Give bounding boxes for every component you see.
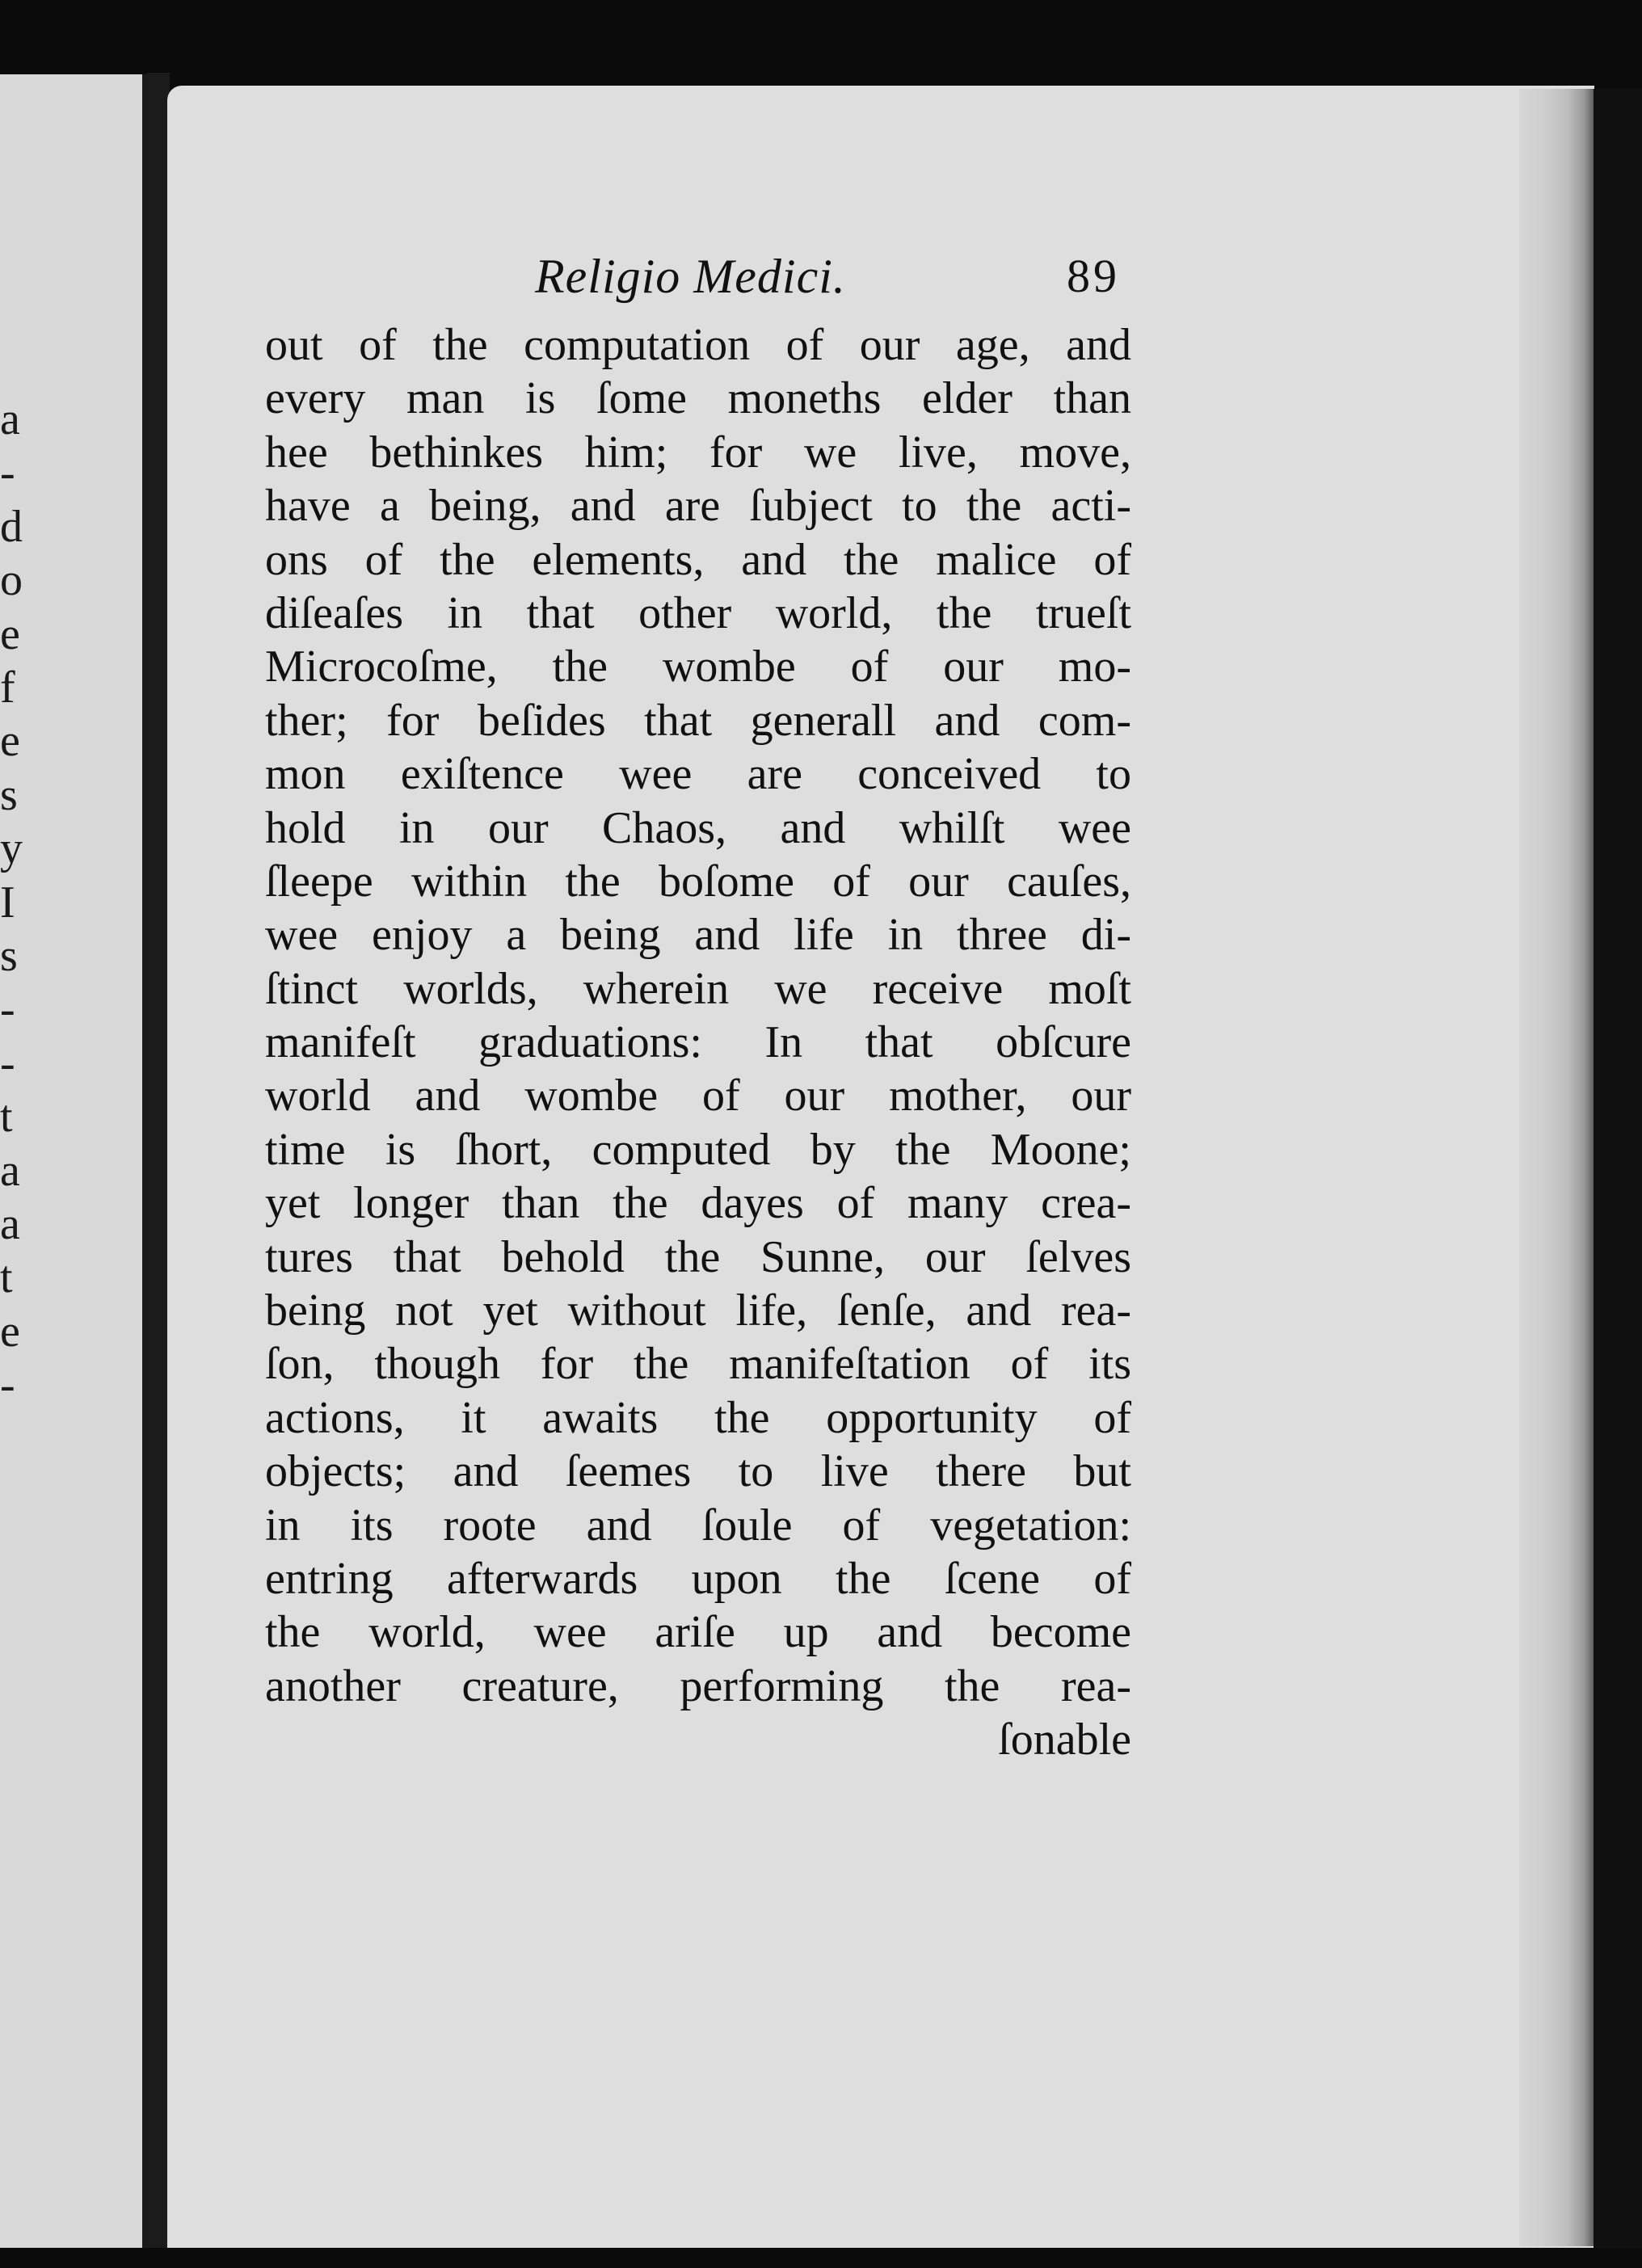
cut-letter: -: [0, 984, 15, 1035]
text-line: ſon, though for the manifeſtation of its: [265, 1339, 1131, 1390]
cut-letter: e: [0, 1306, 20, 1357]
text-line: ſtinct worlds, wherein we receive moſt: [265, 963, 1131, 1014]
cut-letter: -: [0, 1360, 15, 1411]
cut-letter: t: [0, 1092, 13, 1142]
scan-bottom-border: [0, 2248, 1642, 2268]
page-number: 89: [1067, 250, 1120, 302]
cut-letter: e: [0, 608, 20, 659]
text-line: mon exiſtence wee are conceived to: [265, 749, 1131, 800]
text-line: ſleepe within the boſome of our cauſes,: [265, 856, 1131, 907]
text-line: ther; for beſides that generall and com-: [265, 695, 1131, 746]
cut-letter: o: [0, 555, 23, 606]
text-line: in its roote and ſoule of vegetation:: [265, 1500, 1131, 1551]
text-line: world and wombe of our mother, our: [265, 1071, 1131, 1121]
text-line: the world, wee ariſe up and become: [265, 1607, 1131, 1658]
cut-letter: e: [0, 716, 20, 767]
text-line: tures that behold the Sunne, our ſelves: [265, 1231, 1131, 1282]
cut-letter: t: [0, 1252, 13, 1303]
cut-letter: s: [0, 769, 18, 820]
text-line: every man is ſome moneths elder than: [265, 373, 1131, 424]
cut-letter: I: [0, 877, 15, 928]
text-line: have a being, and are ſubject to the acti-: [265, 481, 1131, 532]
text-line: diſeaſes in that other world, the trueſt: [265, 587, 1131, 638]
cut-letter: -: [0, 448, 15, 499]
cover-edge: [1594, 89, 1642, 2268]
text-line: actions, it awaits the opportunity of: [265, 1392, 1131, 1443]
running-title: Religio Medici.: [535, 250, 846, 303]
text-line: time is ſhort, computed by the Moone;: [265, 1124, 1131, 1175]
cut-letter: a: [0, 1199, 20, 1249]
text-line: wee enjoy a being and life in three di-: [265, 910, 1131, 961]
body-text: [265, 318, 1131, 1767]
cut-letter: s: [0, 931, 18, 981]
text-line: objects; and ſeemes to live there but: [265, 1446, 1131, 1497]
text-line: entring afterwards upon the ſcene of: [265, 1553, 1131, 1604]
cut-letter: a: [0, 1145, 20, 1196]
text-line: ons of the elements, and the malice of: [265, 534, 1131, 585]
cut-letter: -: [0, 1037, 15, 1088]
text-line: manifeſt graduations: In that obſcure: [265, 1017, 1131, 1068]
cut-letter: f: [0, 663, 15, 713]
left-page-edge: [0, 74, 147, 2248]
cut-letter: y: [0, 823, 23, 874]
catchword: ſonable: [998, 1715, 1131, 1765]
page-header: [265, 242, 1131, 307]
text-line: out of the computation of our age, and: [265, 320, 1131, 370]
text-line: yet longer than the dayes of many crea-: [265, 1178, 1131, 1229]
text-line: being not yet without life, ſenſe, and rea-: [265, 1285, 1131, 1336]
text-line: hee bethinkes him; for we live, move,: [265, 427, 1131, 478]
cut-letter: d: [0, 501, 23, 552]
cut-letter: a: [0, 394, 20, 444]
text-line: Microcoſme, the wombe of our mo-: [265, 642, 1131, 692]
page-fore-edge: [1519, 89, 1600, 2246]
text-line: hold in our Chaos, and whilſt wee: [265, 802, 1131, 853]
text-line: another creature, performing the rea-: [265, 1660, 1131, 1711]
book-gutter: [147, 73, 170, 2254]
